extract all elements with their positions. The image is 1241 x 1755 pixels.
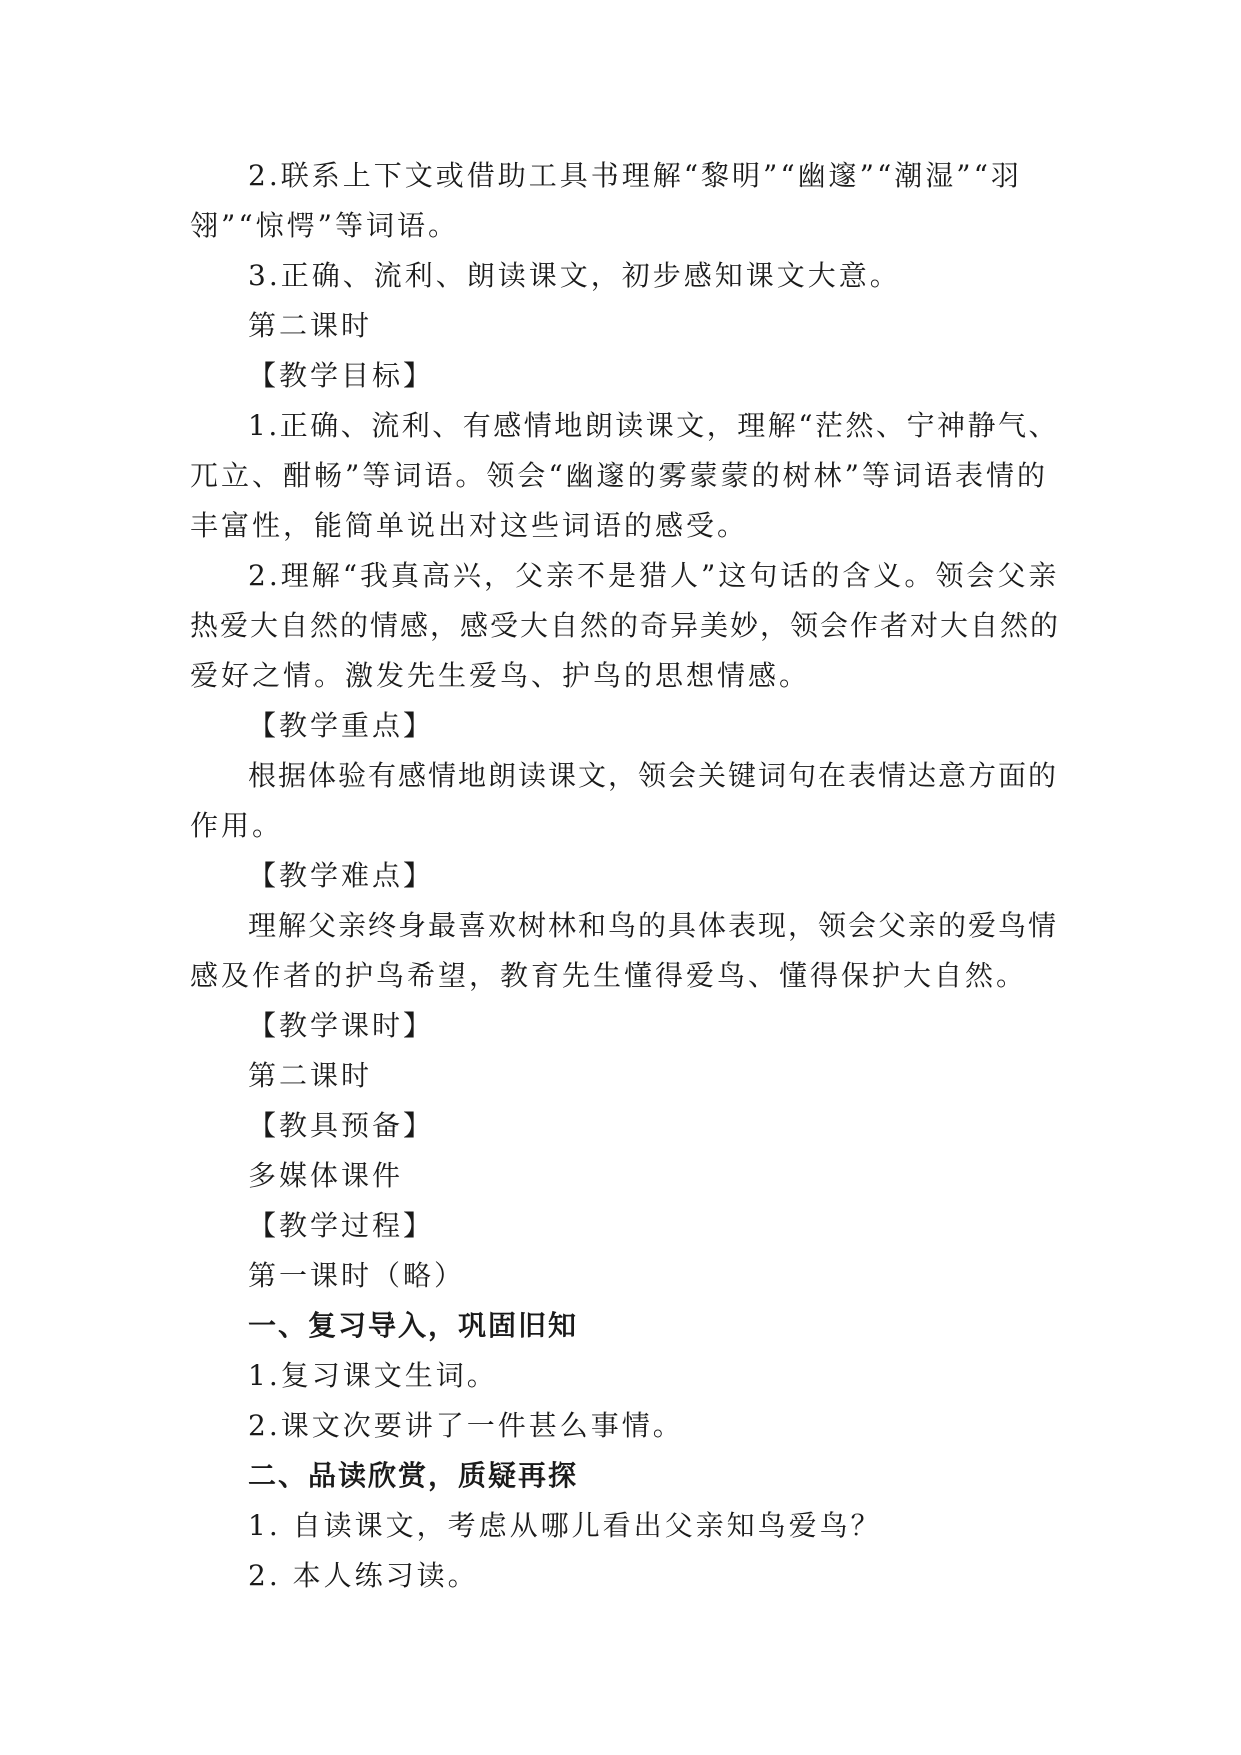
paragraph-line: 爱好之情。激发先生爱鸟、护鸟的思想情感。 (190, 659, 811, 692)
paragraph-line: 2.联系上下文或借助工具书理解“黎明”“幽邃”“潮湿”“羽 (248, 159, 1022, 192)
paragraph-line: 丰富性，能简单说出对这些词语的感受。 (190, 509, 749, 542)
paragraph-line: 3.正确、流利、朗读课文，初步感知课文大意。 (248, 259, 901, 292)
section-heading: 【教学目标】 (248, 359, 435, 392)
section-heading: 【教具预备】 (248, 1109, 435, 1142)
section-heading: 【教学过程】 (248, 1209, 435, 1242)
list-item: 1. 自读课文，考虑从哪儿看出父亲知鸟爱鸟？ (248, 1509, 882, 1542)
paragraph-line: 热爱大自然的情感，感受大自然的奇异美妙，领会作者对大自然的 (190, 609, 1061, 642)
section-heading: 【教学课时】 (248, 1009, 435, 1042)
paragraph-line: 翎”“惊愕”等词语。 (190, 209, 459, 242)
paragraph-line: 1.正确、流利、有感情地朗读课文，理解“茫然、宁神静气、 (248, 409, 1060, 442)
list-item: 2.课文次要讲了一件甚么事情。 (248, 1409, 684, 1442)
bold-step-heading: 一、复习导入，巩固旧知 (248, 1309, 579, 1342)
bold-step-heading: 二、品读欣赏，质疑再探 (248, 1459, 579, 1492)
paragraph-line: 理解父亲终身最喜欢树林和鸟的具体表现，领会父亲的爱鸟情 (248, 909, 1059, 942)
paragraph-line: 兀立、酣畅”等词语。领会“幽邃的雾蒙蒙的树林”等词语表情的 (190, 459, 1048, 492)
paragraph-line: 2.理解“我真高兴，父亲不是猎人”这句话的含义。领会父亲 (248, 559, 1060, 592)
section-label: 第一课时（略） (248, 1259, 466, 1292)
paragraph-line: 根据体验有感情地朗读课文，领会关键词句在表情达意方面的 (248, 759, 1059, 792)
list-item: 2. 本人练习读。 (248, 1559, 479, 1592)
list-item: 1.复习课文生词。 (248, 1359, 498, 1392)
section-label: 第二课时 (248, 309, 373, 342)
section-heading: 【教学难点】 (248, 859, 435, 892)
section-label: 第二课时 (248, 1059, 373, 1092)
document-body (190, 151, 1060, 1601)
paragraph-line: 作用。 (190, 809, 284, 842)
paragraph-line: 多媒体课件 (248, 1159, 404, 1192)
section-heading: 【教学重点】 (248, 709, 435, 742)
paragraph-line: 感及作者的护鸟希望，教育先生懂得爱鸟、懂得保护大自然。 (190, 959, 1028, 992)
